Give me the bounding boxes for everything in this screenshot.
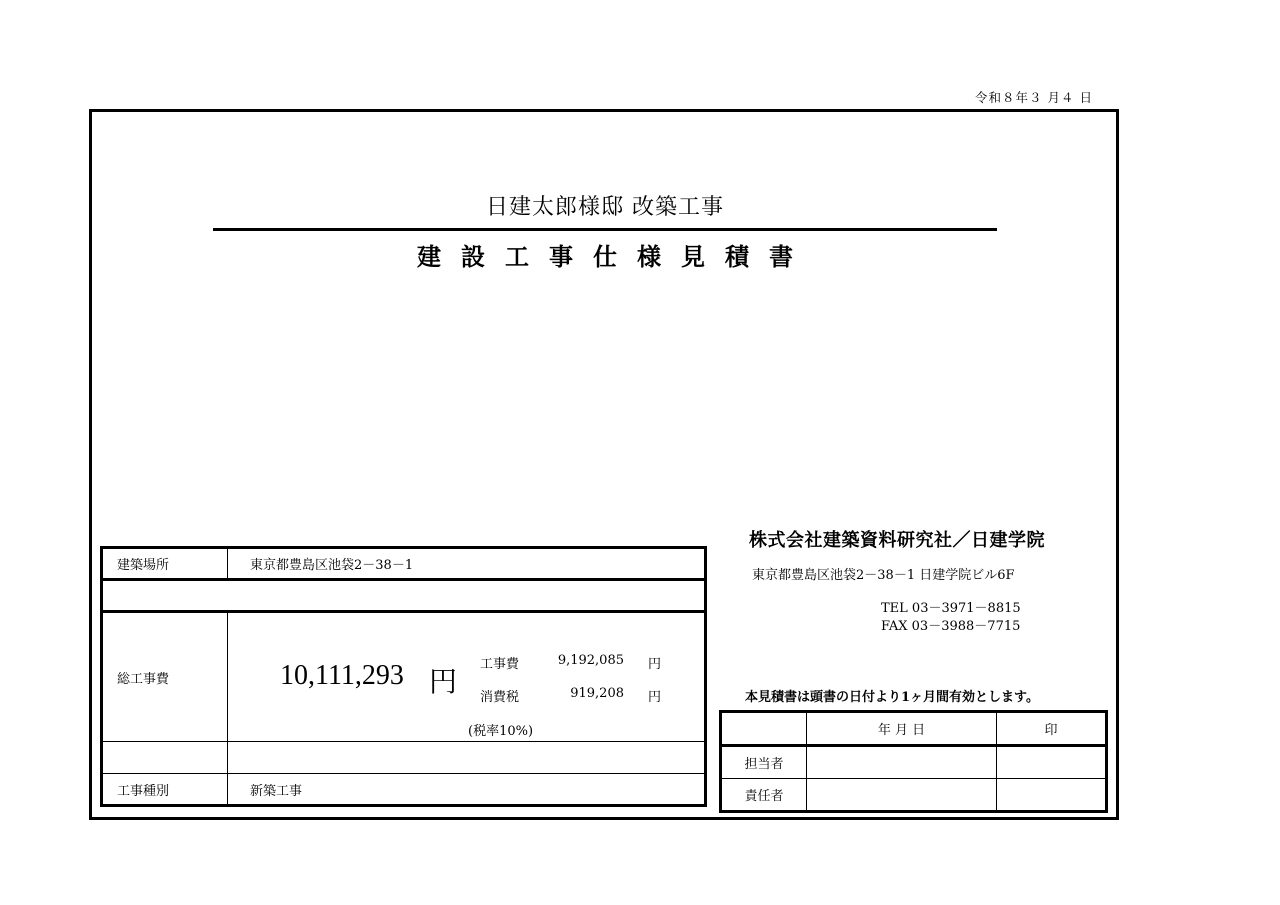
total-amount: 10,111,293 [280, 660, 404, 691]
consumption-tax-yen: 円 [648, 690, 662, 705]
estimate-summary-table [100, 546, 707, 807]
work-type-row [102, 774, 706, 806]
blank-row [102, 580, 706, 612]
work-type-label: 工事種別 [102, 774, 228, 806]
validity-note: 本見積書は頭書の日付より1ヶ月間有効とします。 [745, 690, 1040, 705]
date-cell[interactable] [807, 746, 997, 779]
company-tel: TEL 03－3971－8815 [881, 601, 1021, 616]
construction-cost-label: 工事費 [480, 657, 520, 672]
approval-table [719, 710, 1108, 813]
tax-rate-note: (税率10%) [468, 724, 534, 739]
total-cost-cell [228, 613, 704, 741]
date-cell[interactable] [807, 779, 997, 812]
total-yen-unit: 円 [429, 665, 458, 698]
company-name: 株式会社建築資料研究社／日建学院 [749, 530, 1045, 551]
company-address: 東京都豊島区池袋2－38－1 日建学院ビル6F [752, 568, 1015, 583]
approval-row [721, 746, 1107, 779]
document-title: 建設工事仕様見積書 [417, 242, 813, 271]
empty-row [102, 742, 706, 774]
date-column-header: 年 月 日 [807, 712, 997, 746]
location-value: 東京都豊島区池袋2－38－1 [228, 548, 706, 580]
responsible-person-label: 責任者 [721, 779, 807, 812]
title-underline [213, 228, 997, 231]
person-in-charge-label: 担当者 [721, 746, 807, 779]
seal-cell[interactable] [997, 746, 1107, 779]
location-label: 建築場所 [102, 548, 228, 580]
construction-cost-value: 9,192,085 [557, 653, 624, 668]
seal-column-header: 印 [997, 712, 1107, 746]
work-type-value: 新築工事 [250, 783, 303, 799]
location-row [102, 548, 706, 580]
construction-cost-yen: 円 [648, 657, 662, 672]
consumption-tax-value: 919,208 [570, 686, 624, 701]
project-title: 日建太郎様邸 改築工事 [486, 195, 724, 220]
issue-date: 令和８年３ 月４ 日 [975, 90, 1093, 105]
total-cost-row [102, 612, 706, 742]
approval-row [721, 779, 1107, 812]
approval-header-row [721, 712, 1107, 746]
company-fax: FAX 03－3988－7715 [881, 619, 1021, 634]
seal-cell[interactable] [997, 779, 1107, 812]
total-cost-label: 総工事費 [102, 612, 228, 742]
consumption-tax-label: 消費税 [480, 690, 520, 705]
